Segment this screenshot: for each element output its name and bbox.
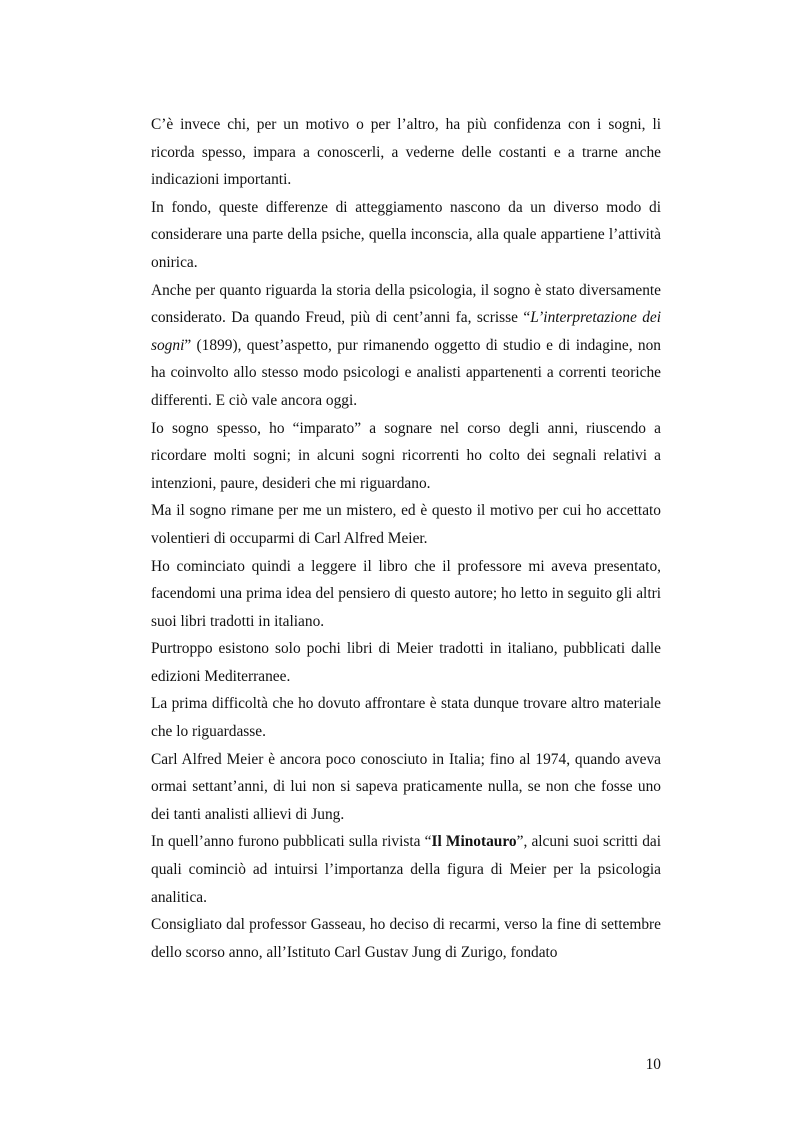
paragraph-6: Ho cominciato quindi a leggere il libro che il professore mi aveva presentato, facendomi una prima idea del pensiero di questo autore; ho letto in seguito gli altri suoi libri tradotti in italiano.	[151, 557, 661, 630]
paragraph-5: Ma il sogno rimane per me un mistero, ed è questo il motivo per cui ho accettato volentieri di occuparmi di Carl Alfred Meier.	[151, 502, 661, 547]
paragraph-7: Purtroppo esistono solo pochi libri di Meier tradotti in italiano, pubblicati dalle edizioni Mediterranee.	[151, 640, 661, 685]
paragraph-11: Consigliato dal professor Gasseau, ho deciso di recarmi, verso la fine di settembre dello scorso anno, all’Istituto Carl Gustav Jung di Zurigo, fondato	[151, 916, 661, 961]
page-number: 10	[645, 1056, 661, 1073]
paragraph-2: In fondo, queste differenze di atteggiamento nascono da un diverso modo di considerare una parte della psiche, quella inconscia, alla quale appartiene l’attività onirica.	[151, 198, 661, 271]
paragraph-10: In quell’anno furono pubblicati sulla rivista “Il Minotauro”, alcuni suoi scritti dai quali cominciò ad intuirsi l’importanza della figura di Meier per la psicologia analitica.	[151, 833, 662, 906]
page-body	[151, 111, 661, 966]
book-title-italic: L’interpretazione dei sogni	[151, 309, 661, 354]
paragraph-8: La prima difficoltà che ho dovuto affrontare è stata dunque trovare altro materiale che lo riguardasse.	[151, 695, 661, 741]
paragraph-9: Carl Alfred Meier è ancora poco conosciuto in Italia; fino al 1974, quando aveva ormai settant’anni, di lui non si sapeva praticamente nulla, se non che fosse uno dei tanti analisti allievi di Jung.	[151, 750, 661, 823]
paragraph-3: Anche per quanto riguarda la storia della psicologia, il sogno è stato diversamente considerato. Da quando Freud, più di cent’anni fa, scrisse “L’interpretazione dei sogni” (1899), quest’aspetto, pur rimanendo oggetto di studio e di indagine, non ha coinvolto allo stesso modo psicologi e analisti appartenenti a correnti teoriche differenti. E ciò vale ancora oggi.	[151, 281, 661, 409]
paragraph-1: C’è invece chi, per un motivo o per l’altro, ha più confidenza con i sogni, li ricorda spesso, impara a conoscerli, a vederne delle costanti e a trarne anche indicazioni importanti.	[151, 116, 661, 189]
journal-title-bold: Il Minotauro	[431, 833, 517, 851]
paragraph-4: Io sogno spesso, ho “imparato” a sognare nel corso degli anni, riuscendo a ricordare molti sogni; in alcuni sogni ricorrenti ho colto dei segnali relativi a intenzioni, paure, desideri che mi riguardano.	[151, 419, 661, 492]
